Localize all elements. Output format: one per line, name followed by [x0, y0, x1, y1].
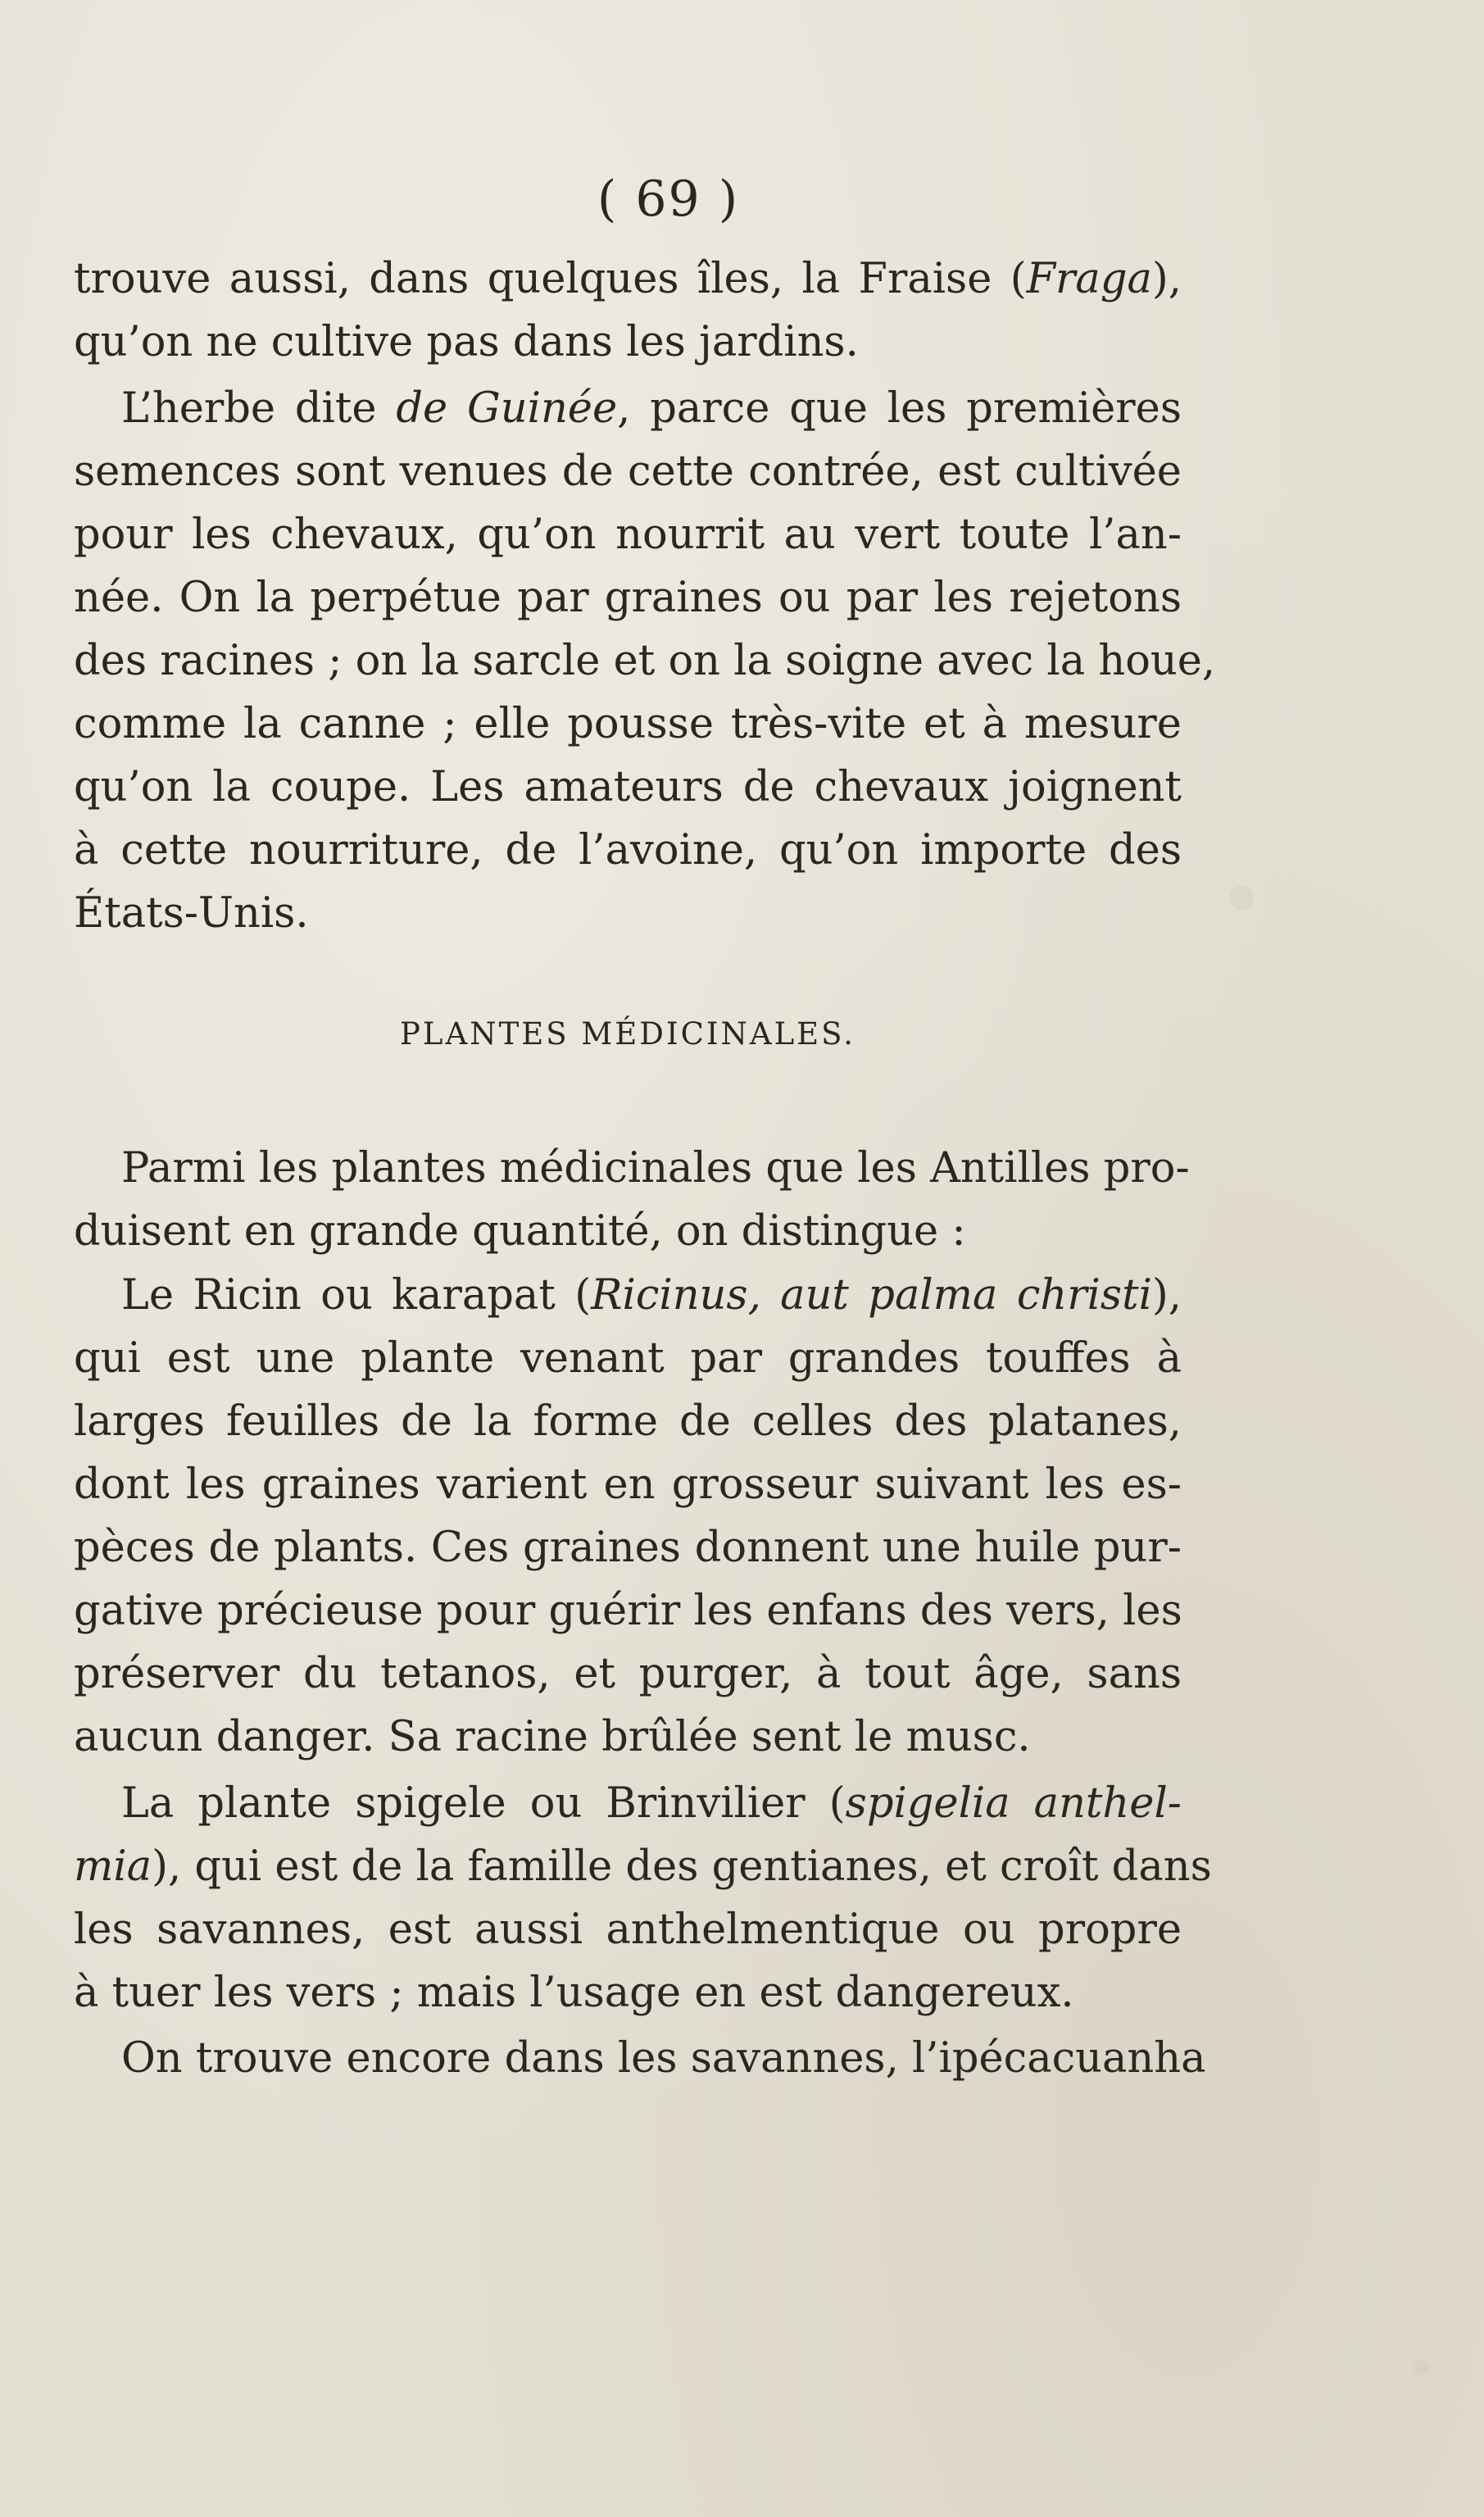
paper-spot	[1414, 2360, 1428, 2375]
text-line: comme la canne ; elle pousse très-vite et à mesure	[74, 700, 1182, 748]
paper-spot	[1229, 885, 1254, 910]
text-line: qui est une plante venant par grandes touffes à	[74, 1334, 1182, 1383]
paragraph	[74, 1264, 1182, 1769]
text-line: États-Unis.	[74, 889, 309, 938]
text-line: qu’on la coupe. Les amateurs de chevaux joignent	[74, 763, 1182, 811]
text-line: dont les graines varient en grosseur suivant les es-	[74, 1461, 1182, 1509]
text-line: aucun danger. Sa racine brûlée sent le musc.	[74, 1713, 1031, 1761]
text-line: née. On la perpétue par graines ou par les rejetons	[74, 574, 1182, 622]
paragraph	[74, 1772, 1212, 2024]
text-line: mia), qui est de la famille des gentianes, et croît dans	[74, 1842, 1212, 1891]
text-line: préserver du tetanos, et purger, à tout âge, sans	[74, 1650, 1182, 1698]
paragraph	[74, 1137, 1190, 1263]
text-line: pour les chevaux, qu’on nourrit au vert toute l’an-	[74, 511, 1182, 559]
text-line: trouve aussi, dans quelques îles, la Fraise (Fraga),	[74, 255, 1182, 303]
text-line: duisent en grande quantité, on distingue :	[74, 1207, 966, 1256]
text-line: Parmi les plantes médicinales que les Antilles pro-	[121, 1144, 1190, 1193]
text-line: pèces de plants. Ces graines donnent une huile pur-	[74, 1524, 1182, 1572]
text-line: qu’on ne cultive pas dans les jardins.	[74, 318, 859, 366]
text-line: L’herbe dite de Guinée, parce que les premières	[121, 384, 1182, 433]
text-line: à cette nourriture, de l’avoine, qu’on importe des	[74, 826, 1182, 875]
paragraph	[74, 377, 1216, 945]
page-number: ( 69 )	[597, 170, 740, 228]
paragraph	[74, 248, 1182, 374]
text-line: les savannes, est aussi anthelmentique ou propre	[74, 1906, 1182, 1954]
paragraph	[74, 2027, 1206, 2090]
section-heading: PLANTES MÉDICINALES.	[400, 1016, 855, 1052]
text-line: à tuer les vers ; mais l’usage en est dangereux.	[74, 1969, 1074, 2017]
text-line: larges feuilles de la forme de celles des platanes,	[74, 1397, 1182, 1446]
text-line: La plante spigele ou Brinvilier (spigelia anthel-	[121, 1779, 1182, 1828]
text-line: gative précieuse pour guérir les enfans des vers, les	[74, 1587, 1182, 1635]
text-line: On trouve encore dans les savannes, l’ipécacuanha	[121, 2034, 1206, 2083]
text-line: des racines ; on la sarcle et on la soigne avec la houe,	[74, 637, 1216, 685]
text-line: semences sont venues de cette contrée, est cultivée	[74, 448, 1182, 496]
text-line: Le Ricin ou karapat (Ricinus, aut palma christi),	[121, 1271, 1182, 1320]
